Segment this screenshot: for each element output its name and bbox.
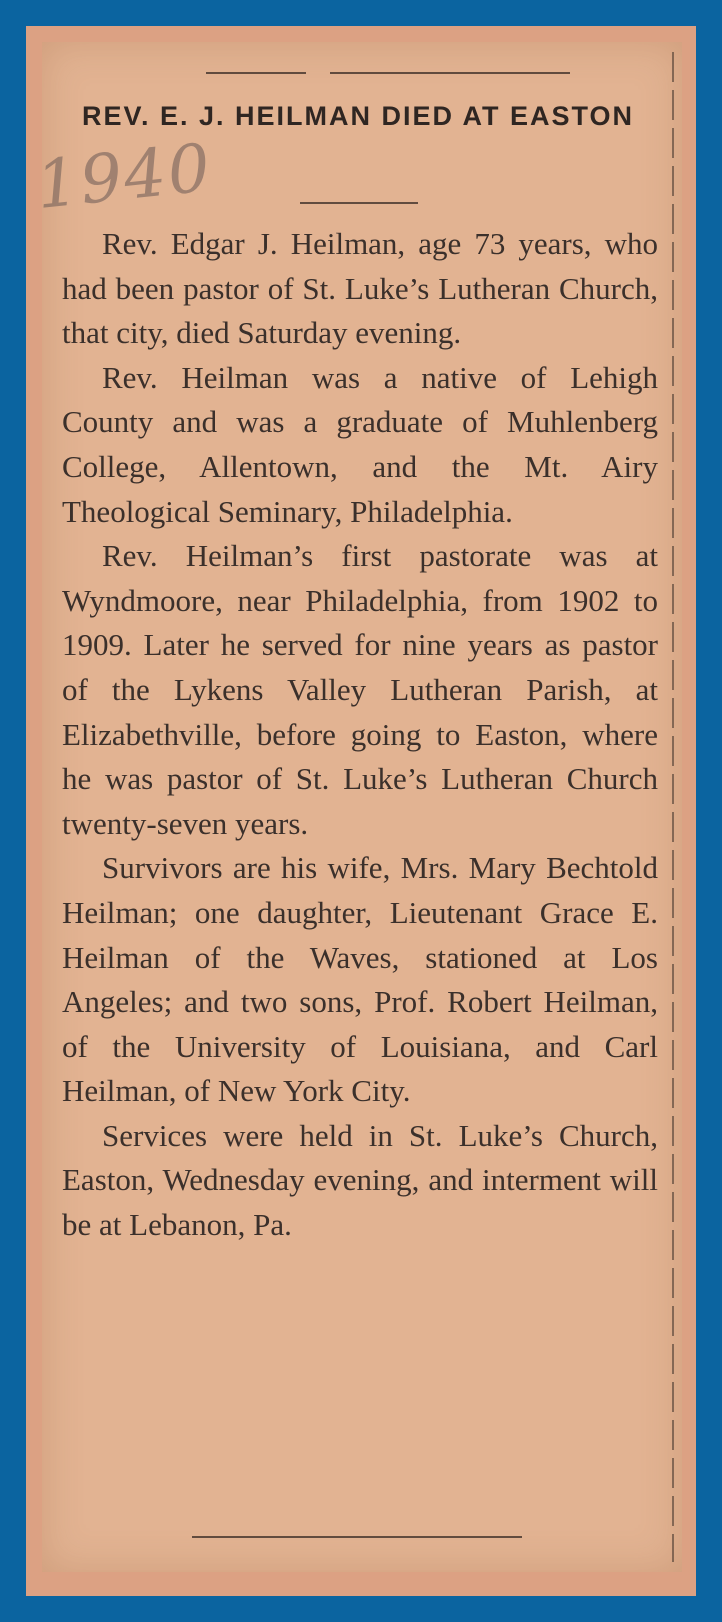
paragraph-education: Rev. Heilman was a native of Lehigh County and was a graduate of Muhlenberg College, Allentown, and the Mt. Airy Theological Seminary, Philadelphia. [62, 359, 658, 529]
top-rule-left [206, 72, 306, 74]
headline: REV. E. J. HEILMAN DIED AT EASTON [81, 101, 635, 131]
bottom-rule [192, 1536, 522, 1538]
column-rule [672, 52, 674, 1562]
handwritten-year: 1940 [32, 129, 216, 224]
paragraph-intro: Rev. Edgar J. Heilman, age 73 years, who had been pastor of St. Luke’s Lutheran Church, that city, died Saturday evening. [62, 226, 658, 351]
paragraph-survivors: Survivors are his wife, Mrs. Mary Bechtold Heilman; one daughter, Lieutenant Grace E. Heilman of the Waves, stationed at Los Angeles; and two sons, Prof. Robert Heilman, of the University of Louisiana, and Carl Heilman, of New York City. [62, 850, 658, 1109]
newspaper-clipping [32, 42, 682, 1572]
paragraph-services: Services were held in St. Luke’s Church, Easton, Wednesday evening, and interment will be at Lebanon, Pa. [62, 1117, 658, 1243]
paragraph-pastorates: Rev. Heilman’s first pastorate was at Wyndmoore, near Philadelphia, from 1902 to 1909. Later he served for nine years as pastor of the Lykens Valley Lutheran Parish, at Elizabethville, before going to Easton, where he was pastor of St. Luke’s Lutheran Church twenty-seven years. [62, 538, 658, 841]
headline-rule [300, 202, 418, 204]
article-body [62, 222, 658, 1248]
top-rule-right [330, 72, 570, 74]
